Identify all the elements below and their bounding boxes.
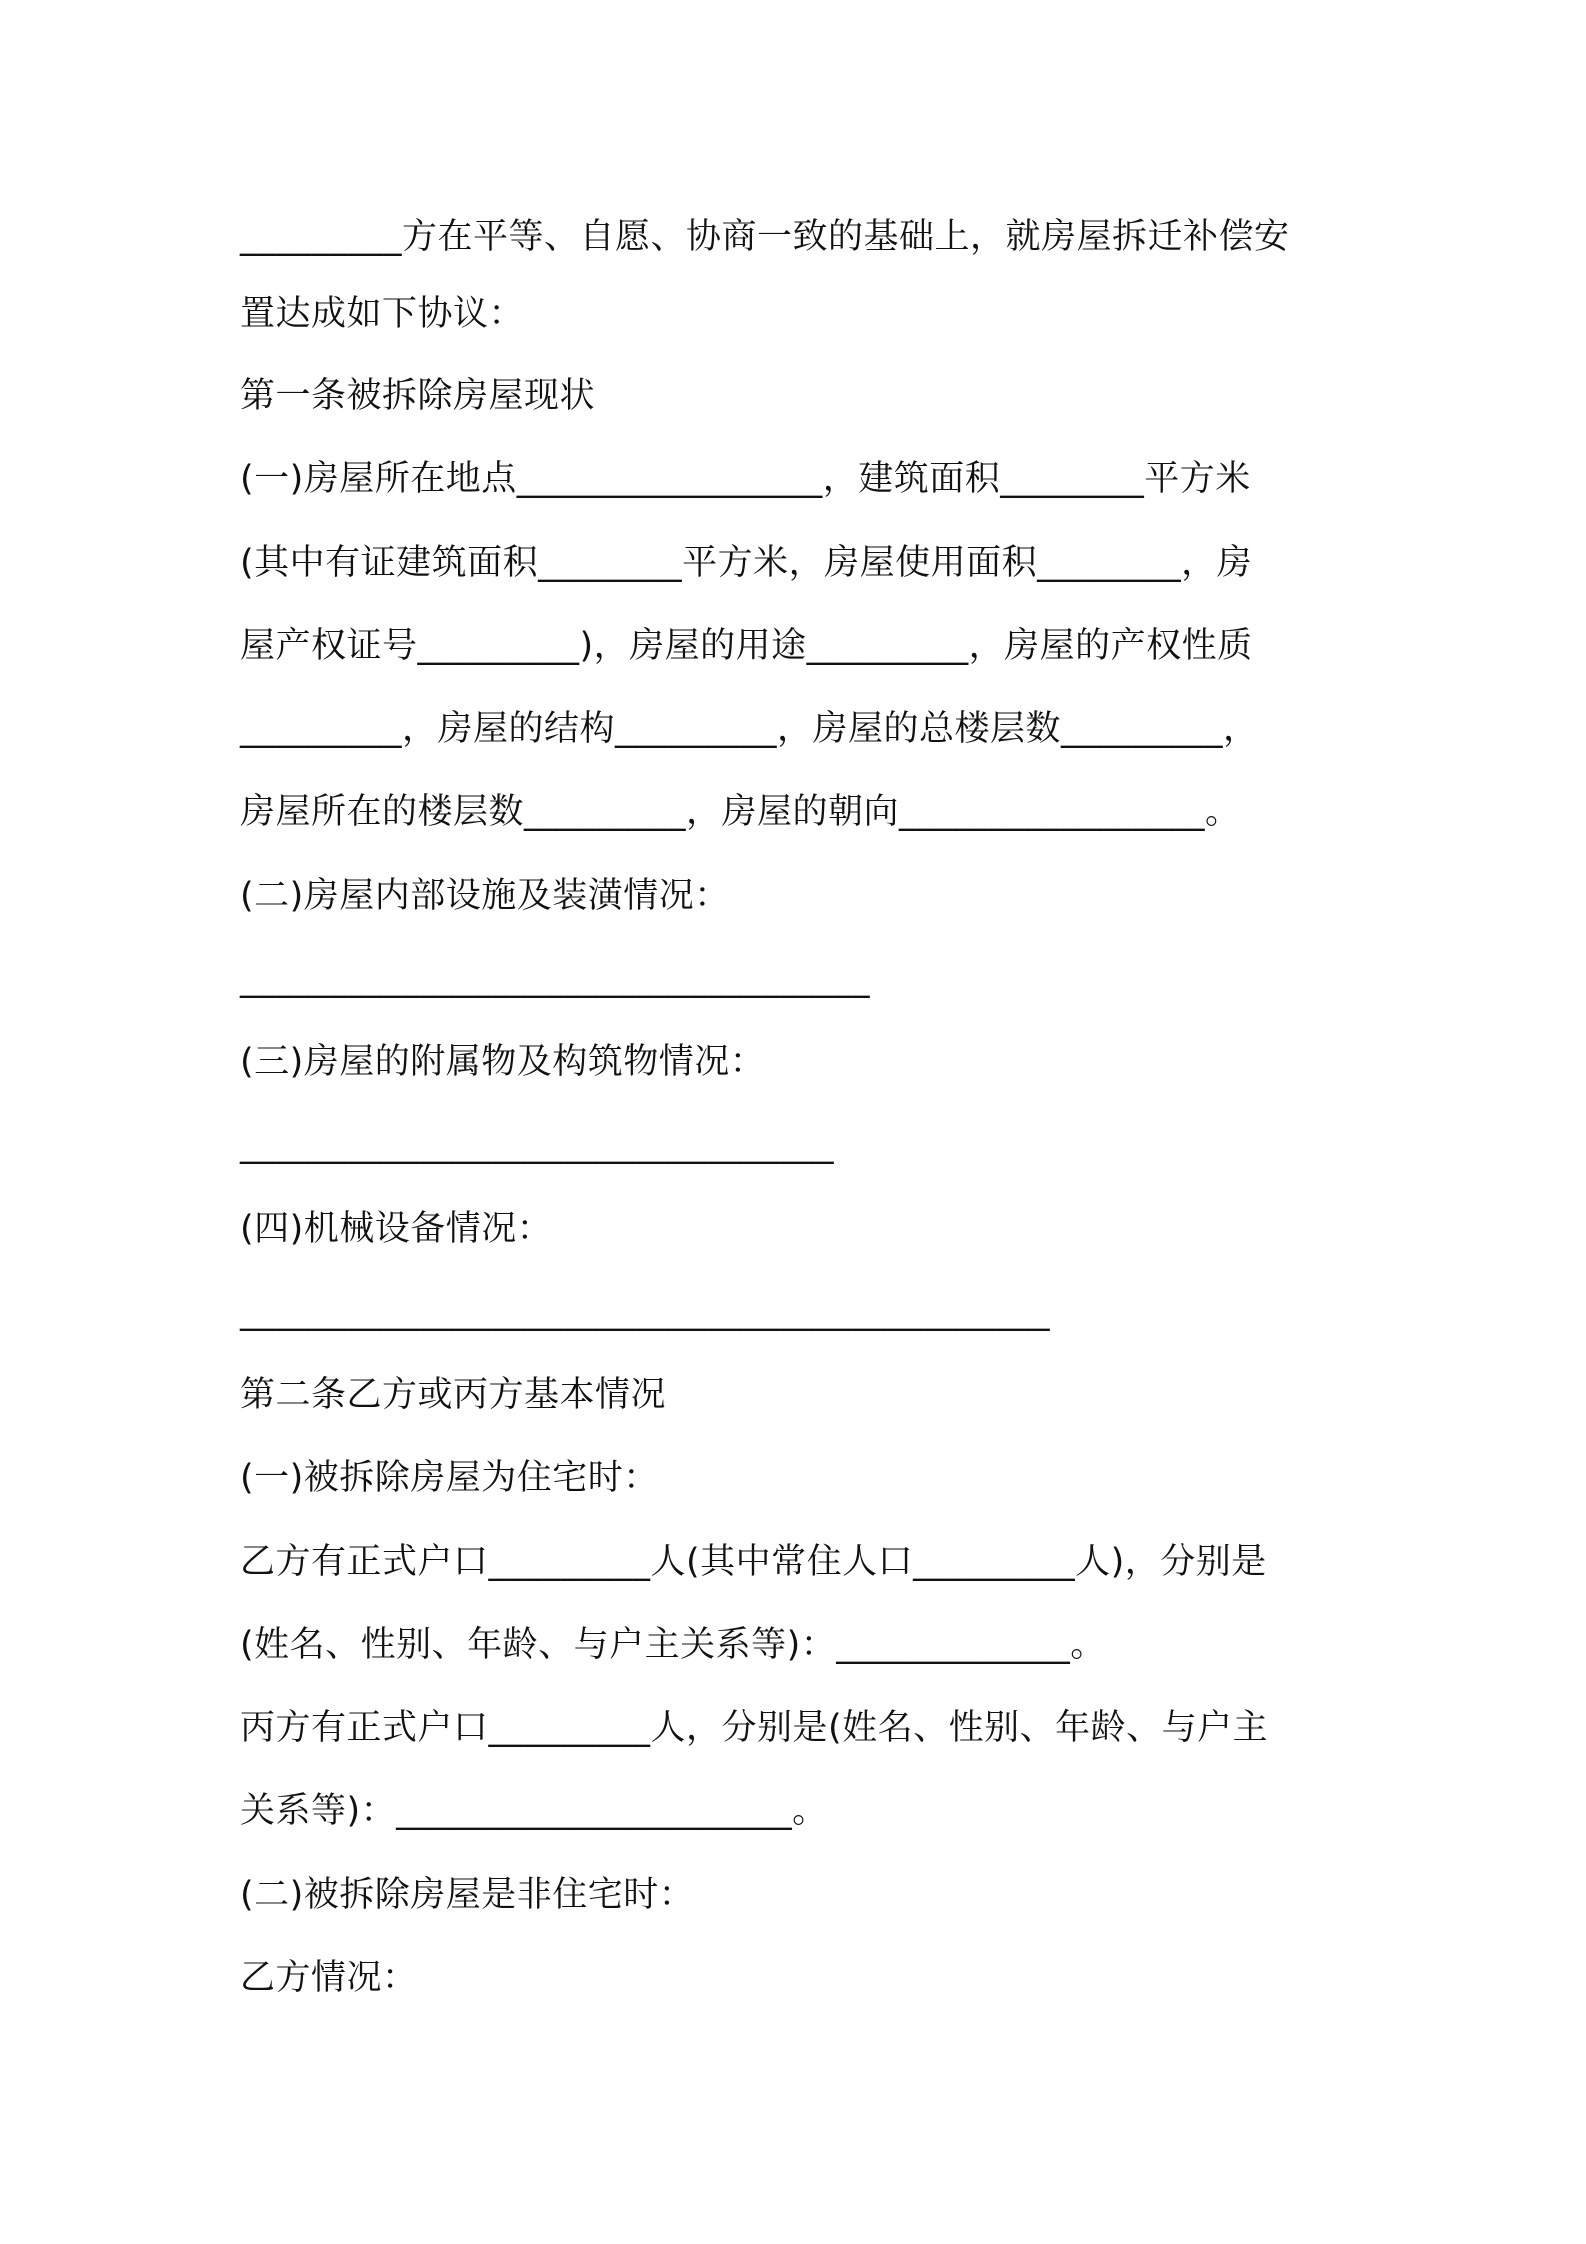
text-line-7: _________，房屋的结构_________，房屋的总楼层数_________， xyxy=(240,709,1259,749)
text-line-19: 丙方有正式户口_________人，分别是(姓名、性别、年龄、与户主 xyxy=(240,1708,1269,1748)
text-line-21: (二)被拆除房屋是非住宅时： xyxy=(240,1875,695,1915)
blank-line-3: _____________________________________________ xyxy=(240,1292,1050,1332)
section-heading-3: (三)房屋的附属物及构筑物情况： xyxy=(240,1042,766,1082)
section-heading-4: (四)机械设备情况： xyxy=(240,1209,553,1249)
article-heading-2: 第二条乙方或丙方基本情况 xyxy=(240,1375,667,1415)
section-heading-2: (二)房屋内部设施及装潢情况： xyxy=(240,876,730,916)
text-line-8: 房屋所在的楼层数_________，房屋的朝向_________________。 xyxy=(240,792,1241,832)
text-line-16: (一)被拆除房屋为住宅时： xyxy=(240,1458,659,1498)
blank-line-1: ___________________________________ xyxy=(240,959,870,999)
blank-line-2: _________________________________ xyxy=(240,1125,834,1165)
text-line-5: (其中有证建筑面积________平方米，房屋使用面积________，房 xyxy=(240,543,1253,583)
text-line-2: 置达成如下协议： xyxy=(240,294,525,334)
text-line-1: _________方在平等、自愿、协商一致的基础上，就房屋拆迁补偿安 xyxy=(240,217,1290,257)
article-heading-1: 第一条被拆除房屋现状 xyxy=(240,376,596,416)
text-line-18: (姓名、性别、年龄、与户主关系等)：_____________。 xyxy=(240,1625,1106,1665)
text-line-4: (一)房屋所在地点_________________，建筑面积________平方米 xyxy=(240,459,1251,499)
text-line-22: 乙方情况： xyxy=(240,1958,418,1998)
text-line-6: 屋产权证号_________)，房屋的用途_________，房屋的产权性质 xyxy=(240,626,1253,666)
text-line-20: 关系等)：______________________。 xyxy=(240,1791,828,1831)
text-line-17: 乙方有正式户口_________人(其中常住人口_________人)，分别是 xyxy=(240,1542,1267,1582)
